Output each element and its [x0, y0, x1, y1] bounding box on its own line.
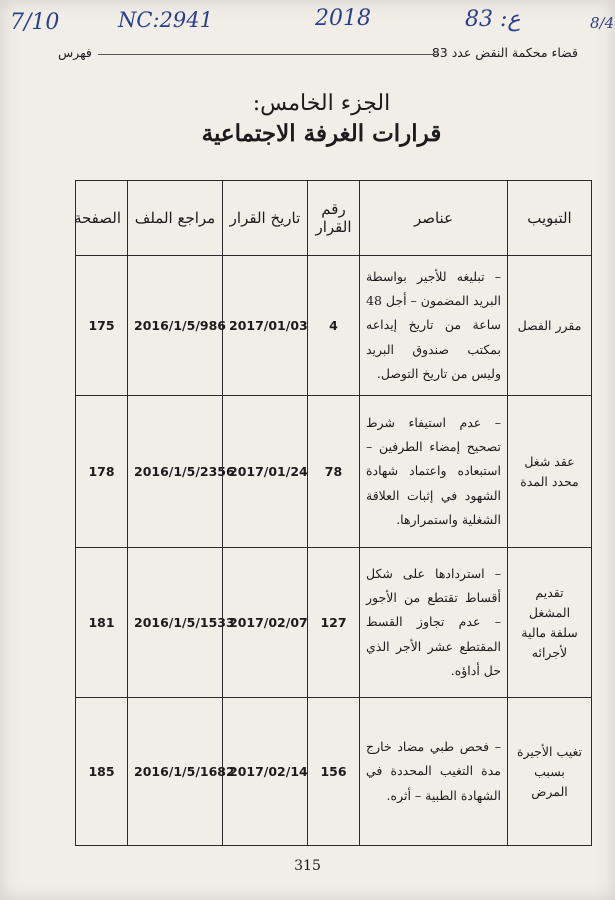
row-subject: مقرر الفصل — [508, 256, 592, 396]
index-label: فهرس — [58, 45, 92, 60]
table-row — [76, 396, 592, 548]
row-decision-number: 127 — [308, 548, 360, 698]
header-elements: عناصر — [360, 181, 508, 256]
header-page: الصفحة — [76, 181, 128, 256]
header-rule — [98, 54, 438, 55]
row-page: 181 — [76, 548, 128, 698]
row-decision-number: 156 — [308, 698, 360, 846]
running-header — [58, 43, 578, 65]
row-decision-date: 2017/02/07 — [223, 548, 308, 698]
handwritten-annotation-year: 2018 — [315, 6, 371, 31]
section-title-box — [75, 83, 568, 165]
row-file-reference: 2016/1/5/1682 — [128, 698, 223, 846]
row-page: 178 — [76, 396, 128, 548]
part-title: الجزء الخامس: — [252, 91, 391, 116]
row-decision-date: 2017/01/03 — [223, 256, 308, 396]
table-row — [76, 256, 592, 396]
row-page: 185 — [76, 698, 128, 846]
row-elements: – عدم استيفاء شرط تصحيح إمضاء الطرفين – استبعاده واعتماد شهادة الشهود في إثبات العلاقة الشغلية واستمرارها. — [360, 396, 508, 548]
table-row — [76, 548, 592, 698]
page-number: 315 — [294, 858, 321, 874]
handwritten-annotation-corner: 8/4 — [590, 14, 615, 32]
row-decision-number: 78 — [308, 396, 360, 548]
decisions-table — [75, 180, 592, 846]
row-subject: تقديم المشغل سلفة مالية لأجرائه — [508, 548, 592, 698]
section-subtitle: قرارات الغرفة الاجتماعية — [201, 120, 442, 147]
table-row — [76, 698, 592, 846]
row-decision-date: 2017/02/14 — [223, 698, 308, 846]
row-decision-date: 2017/01/24 — [223, 396, 308, 548]
row-decision-number: 4 — [308, 256, 360, 396]
header-decision-number: رقم القرار — [308, 181, 360, 256]
row-elements: – استردادها على شكل أقساط تقتطع من الأجور – عدم تجاوز القسط المقتطع عشر الأجر الذي حل أداؤه. — [360, 548, 508, 698]
row-elements: – تبليغه للأجير بواسطة البريد المضمون – أجل 48 ساعة من تاريخ إيداعه بمكتب صندوق البريد وليس من تاريخ التوصل. — [360, 256, 508, 396]
row-elements: – فحص طبي مضاد خارج مدة التغيب المحددة في الشهادة الطبية – أثره. — [360, 698, 508, 846]
row-file-reference: 2016/1/5/986 — [128, 256, 223, 396]
row-file-reference: 2016/1/5/1533 — [128, 548, 223, 698]
header-decision-date: تاريخ القرار — [223, 181, 308, 256]
row-file-reference: 2016/1/5/2356 — [128, 396, 223, 548]
handwritten-annotation-left: 7/10 — [10, 10, 60, 35]
row-subject: تغيب الأجيرة بسبب المرض — [508, 698, 592, 846]
row-page: 175 — [76, 256, 128, 396]
handwritten-annotation-issue: ع: 83 — [465, 7, 521, 32]
journal-title: قضاء محكمة النقض عدد 83 — [431, 45, 578, 60]
handwritten-annotation-nc: NC:2941 — [118, 8, 213, 32]
row-subject: عقد شغل محدد المدة — [508, 396, 592, 548]
header-subject: التبويب — [508, 181, 592, 256]
table-header-row — [76, 181, 592, 256]
header-file-reference: مراجع الملف — [128, 181, 223, 256]
